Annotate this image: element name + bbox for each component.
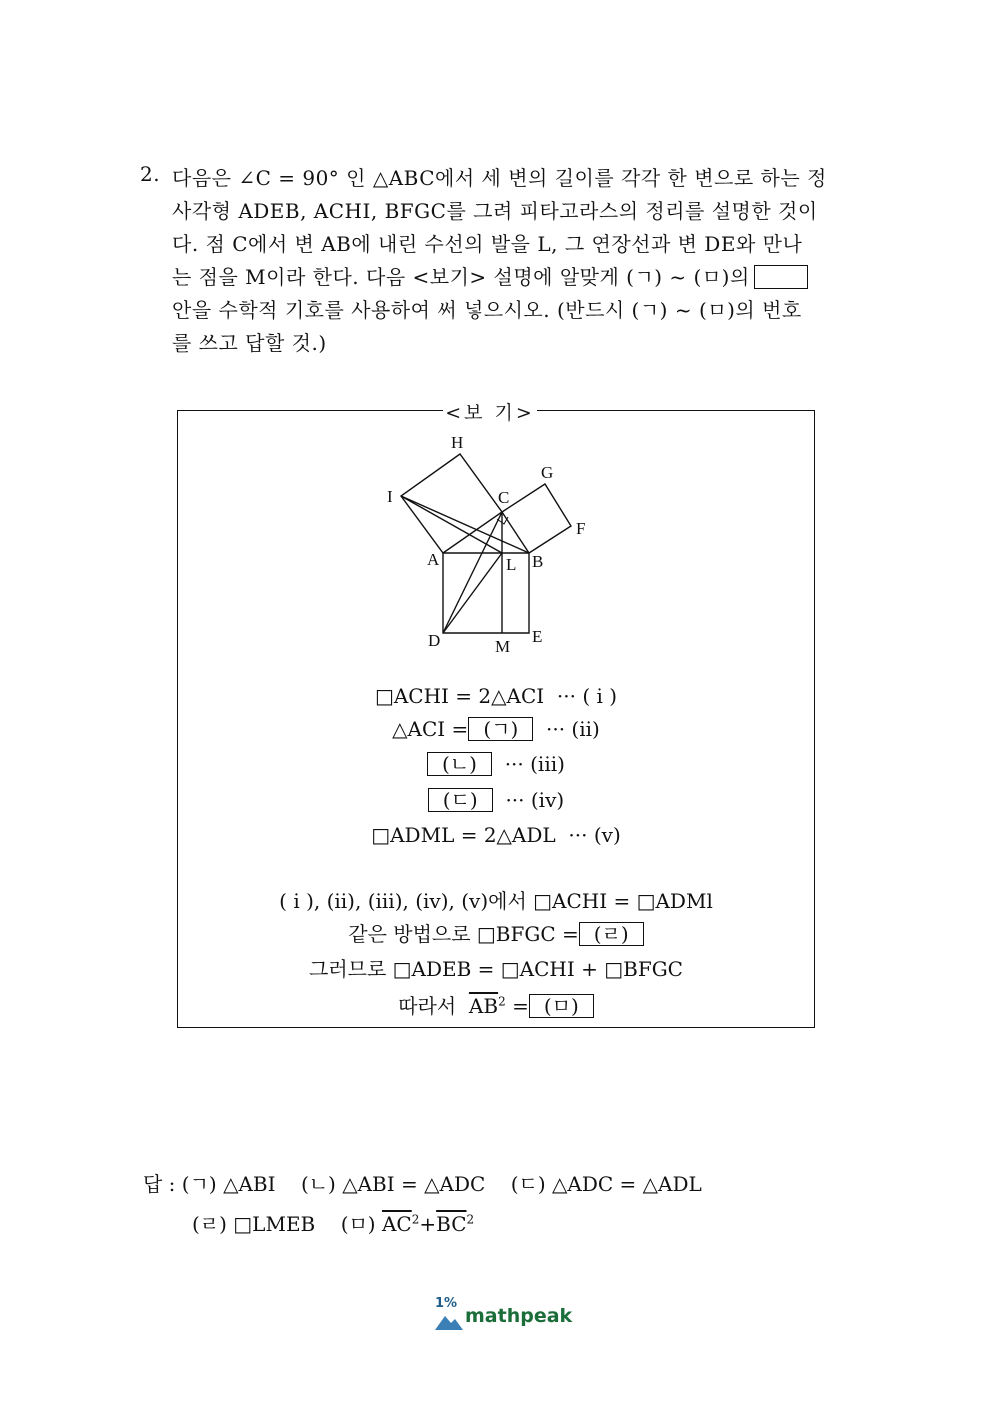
question-number: 2. (140, 162, 161, 186)
step-2: △ACI = (ㄱ) ··· (ii) (392, 717, 600, 741)
blank-box-gieuk: (ㄱ) (468, 717, 533, 741)
mountain-icon (435, 1312, 463, 1332)
mathpeak-logo (435, 1296, 575, 1336)
pythagoras-diagram (380, 430, 610, 660)
logo-percent: 1% (435, 1296, 458, 1311)
step-4: (ㄷ) ··· (iv) (177, 788, 815, 812)
point-label-d: D (428, 631, 441, 650)
conclusion-1: ( i ), (ii), (iii), (iv), (v)에서 □ACHI = □ADMl (279, 889, 713, 913)
answer-line-2: (ㄹ) □LMEB (ㅁ) $\overline{AC}^2+\overline{BC}^2$ (192, 1212, 475, 1236)
step-3: (ㄴ) ··· (iii) (177, 752, 815, 776)
square-bfgc (502, 484, 571, 553)
question-line-6: 를 쓰고 답할 것.) (172, 331, 327, 355)
point-label-h: H (451, 433, 464, 452)
blank-box-rieul: (ㄹ) (579, 922, 644, 946)
conclusion-3: 그러므로 □ADEB = □ACHI + □BFGC (309, 957, 683, 981)
point-label-c: C (498, 488, 510, 507)
question-line-4: 는 점을 M이라 한다. 다음 <보기> 설명에 알맞게 (ㄱ) ~ (ㅁ)의 (172, 261, 808, 290)
conclusion-4: 따라서 $\overline{AB}^2$ = (ㅁ) (177, 990, 815, 1019)
point-label-e: E (532, 627, 543, 646)
answer-line-1: 답 : (ㄱ) △ABI (ㄴ) △ABI = △ADC (ㄷ) △ADC = △ADL (143, 1172, 702, 1196)
question-line-5: 안을 수학적 기호를 사용하여 써 넣으시오. (반드시 (ㄱ) ~ (ㅁ)의 번호 (172, 298, 802, 322)
logo-word: mathpeak (465, 1305, 573, 1327)
blank-box-digeut: (ㄷ) (428, 788, 493, 812)
bogi-title: <보 기> (443, 398, 537, 425)
question-line-3: 다. 점 C에서 변 AB에 내린 수선의 발을 L, 그 연장선과 변 DE와 만나 (172, 232, 803, 256)
point-label-b: B (532, 552, 544, 571)
blank-box-mieum: (ㅁ) (529, 994, 594, 1018)
question-line-1: 다음은 ∠C = 90° 인 △ABC에서 세 변의 길이를 각각 한 변으로 하는 정 (172, 166, 827, 190)
point-label-m: M (495, 637, 511, 656)
line-dc (443, 512, 502, 633)
point-label-g: G (541, 463, 554, 482)
conclusion-2: 같은 방법으로 □BFGC = (ㄹ) (177, 918, 815, 947)
point-label-l: L (506, 555, 517, 574)
blank-box-icon (754, 265, 808, 289)
step-1: □ACHI = 2△ACI ··· ( i ) (374, 684, 618, 708)
point-label-i: I (387, 487, 393, 506)
point-label-f: F (576, 519, 586, 538)
line-dl (443, 553, 502, 633)
question-line-2: 사각형 ADEB, ACHI, BFGC를 그려 피타고라스의 정리를 설명한 것이 (172, 199, 818, 223)
blank-box-nieun: (ㄴ) (427, 752, 492, 776)
step-5: □ADML = 2△ADL ··· (v) (371, 823, 621, 847)
point-label-a: A (427, 550, 440, 569)
